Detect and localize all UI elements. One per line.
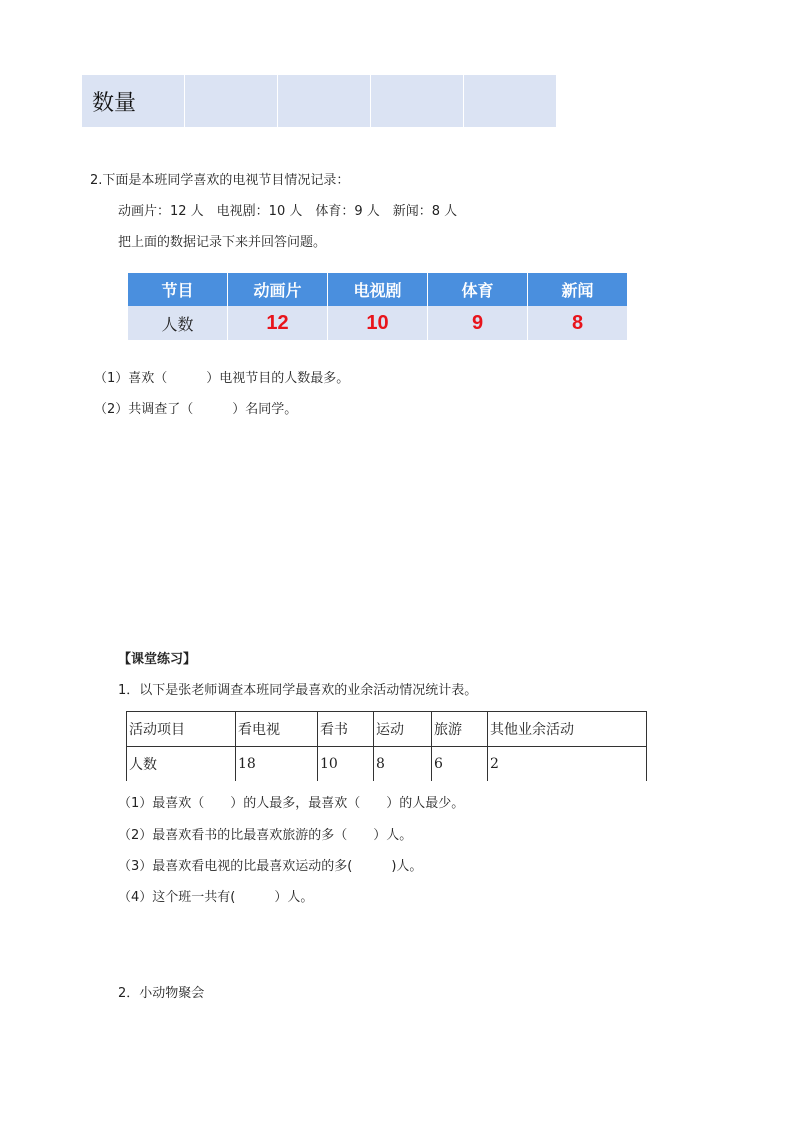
tv-table-value: 9 [428,306,528,340]
top-table-fragment [82,75,556,127]
activity-table-header: 看电视 [236,712,318,747]
tv-table-value: 12 [228,306,328,340]
top-table-blank-cell [464,75,557,127]
tv-table-header: 节目 [128,273,228,306]
activity-table-header: 旅游 [432,712,488,747]
activity-table-cell: 人数 [127,747,236,782]
tv-table-value: 10 [328,306,428,340]
activity-table-header: 其他业余活动 [488,712,647,747]
practice-question-3: （3）最喜欢看电视的比最喜欢运动的多( )人。 [118,859,423,874]
tv-table-header: 新闻 [528,273,628,306]
top-table-blank-cell [185,75,278,127]
q2-question-2: （2）共调查了（ ）名同学。 [94,402,298,417]
tv-program-table [128,273,627,340]
top-table-blank-cell [278,75,371,127]
top-table-label: 数量 [82,75,185,127]
activity-table-header: 活动项目 [127,712,236,747]
tv-table-header: 动画片 [228,273,328,306]
activity-table-cell: 8 [374,747,432,782]
tv-table-header: 电视剧 [328,273,428,306]
practice-q1-title: 1．以下是张老师调查本班同学最喜欢的业余活动情况统计表。 [118,683,478,698]
activity-table [126,711,647,781]
q2-instruction: 把上面的数据记录下来并回答问题。 [118,235,327,250]
q2-record: 动画片：12 人 电视剧：10 人 体育：9 人 新闻：8 人 [118,204,458,219]
practice-q2-title: 2．小动物聚会 [118,986,205,1001]
practice-question-2: （2）最喜欢看书的比最喜欢旅游的多（ ）人。 [118,828,413,843]
practice-question-4: （4）这个班一共有( ）人。 [118,890,314,905]
activity-table-cell: 10 [318,747,374,782]
practice-question-1: （1）最喜欢（ ）的人最多，最喜欢（ ）的人最少。 [118,796,465,811]
tv-table-header: 体育 [428,273,528,306]
activity-table-cell: 6 [432,747,488,782]
tv-table-value: 8 [528,306,628,340]
q2-title: 2.下面是本班同学喜欢的电视节目情况记录： [90,173,350,188]
q2-question-1: （1）喜欢（ ）电视节目的人数最多。 [94,371,350,386]
practice-heading: 【课堂练习】 [118,652,197,667]
activity-table-cell: 18 [236,747,318,782]
top-table-blank-cell [371,75,464,127]
activity-table-cell: 2 [488,747,647,782]
activity-table-header: 看书 [318,712,374,747]
tv-table-row-label: 人数 [128,306,228,340]
activity-table-header: 运动 [374,712,432,747]
